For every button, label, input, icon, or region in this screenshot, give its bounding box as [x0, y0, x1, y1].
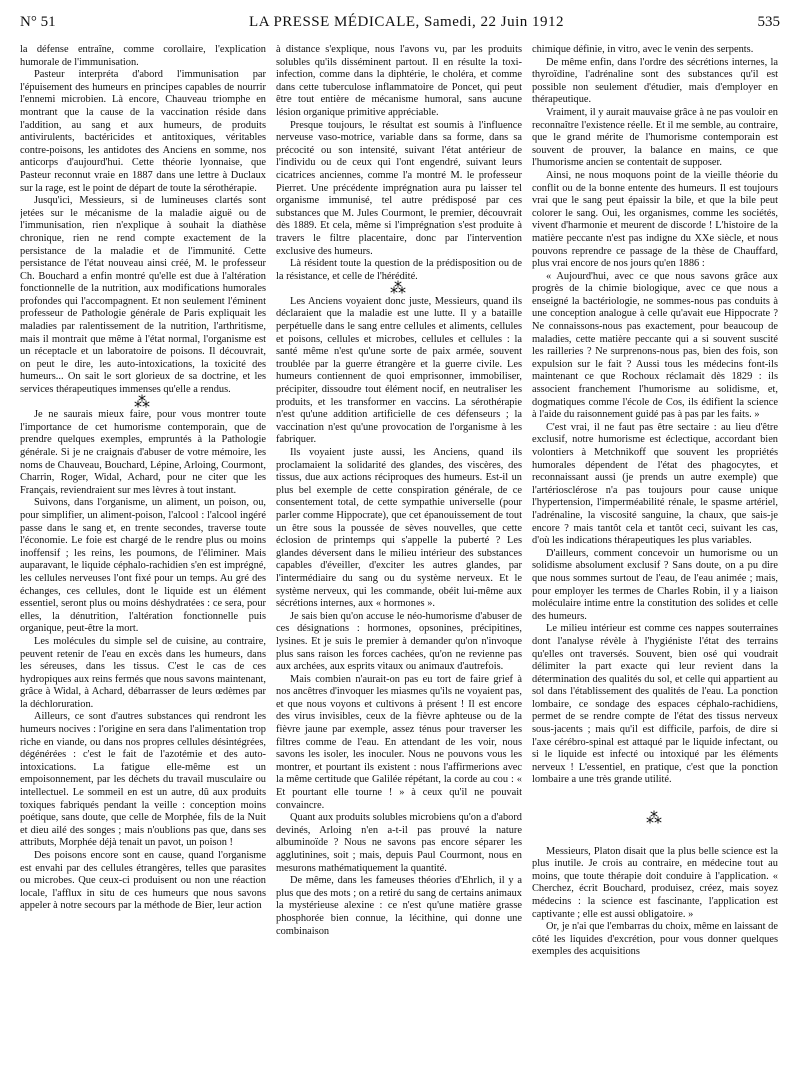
section-separator: ⁂ [134, 393, 152, 411]
section-separator: ⁂ [646, 810, 664, 828]
paragraph: Presque toujours, le résultat est soumis à l'influence nerveuse vaso-motrice, variable dans sa forme, dans sa précocité ou son intensité, suivant l'état antérieur de l'individu ou de ceux qui l'ont engendré, suivant leurs cicatrices anciennes, comme l'a montré M. le professeur Pierret. Une précédente imprégnation aura pu laisser tel organisme immunisé, tel autre prédisposé par ces substances que M. Jules Courmont, le premier, découvrait dès 1889. Et cela, même si l'imprégnation s'est produite à travers le filtre placentaire, donc par l'intervention exclusive des humeurs. [276, 119, 522, 257]
paragraph: Pasteur interpréta d'abord l'immunisation par l'épuisement des humeurs en principes capables de nourrir l'ennemi microbien. Là encore, Chauveau triomphe en montrant que la cause de la vaccination réside dans l'addition, au sang et aux humeurs, de produits antivirulents, bactéricides et antitoxiques, véritables contre-poisons, les antidotes des Anciens en somme, nos anticorps d'aujourd'hui. Cette théorie lyonnaise, que Pasteur reconnut vraie en 1887 dans une lettre à Duclaux sur la rage, est le point de départ de toute la sérothérapie. [20, 69, 266, 194]
paragraph: Des poisons encore sont en cause, quand l'organisme est envahi par des cellules étrangères, telles que parasites ou microbes. Que ceux-ci produisent ou non une réaction locale, l'afflux in situ de ces humeurs que nous savons appeler à notre secours par la méthode de Bier, leur action [20, 850, 266, 912]
paragraph: Les molécules du simple sel de cuisine, au contraire, peuvent retenir de l'eau en excès dans les humeurs, dans les séreuses, dans les tissus. C'est le cas de ces hydropiques aux reins fermés que nous savons maintenant, grâce à Widal, à Achard, débarrasser de leurs œdèmes par la déchloruration. [20, 635, 266, 710]
paragraph: « Aujourd'hui, avec ce que nous savons grâce aux progrès de la chimie biologique, avec ce que nous a enseigné la bactériologie, ne sommes-nous pas conduits à une conception analogue à celle qu'avait eue Hippocrate ? Ne connaissons-nous pas exactement, pour beaucoup de maladies, cette matière peccante qui a si souvent suscité les railleries ? Ne surprenons-nous pas, bien des fois, son expulsion sur le fait ? Aussi tous les médecins font-ils maintenant ce que Rochoux réclamait dès 1829 : ils associent franchement l'humorisme au solidisme, et, dogmatiques comme l'école de Cos, ils édifient la science à l'aide du raisonnement guidé pas à pas par les faits. » [532, 270, 778, 421]
paragraph: C'est vrai, il ne faut pas être sectaire : au lieu d'être exclusif, notre humorisme est éclectique, accordant bien volontiers à Metchnikoff que souvent les propriétés humorales dépendent de l'état des phagocytes, et reconnaissant aussi (je prends un autre exemple) que l'artériosclérose n'a pas toujours pour cause unique l'hypertension, l'imperméabilité rénale, le spasme artériel, l'adrénaline, la viscosité sanguine, la chaux, que sais-je encore ? mais tantôt cela et tantôt ceci, suivant les cas, d'où les indications thérapeutiques les plus variables. [532, 421, 778, 547]
column-2 [276, 44, 522, 1074]
paragraph: Ils voyaient juste aussi, les Anciens, quand ils proclamaient la solidarité des glandes, des viscères, des tissus, due aux actions réciproques des humeurs. Est-il un plus bel exemple de cette conspiration générale, de ce consentement total, de cette sympathie universelle (pour parler comme Hippocrate), que cet épanouissement de tout un être sous la poussée de sèves nouvelles, que cette éclosion de printemps qui s'appelle la puberté ? Les glandes déversent dans le milieu intérieur des substances capables d'éveiller, d'exciter les autres glandes, par l'intermédiaire du sang ou du système nerveux. Et le système nerveux, qui les commande, obéit lui-même aux sécrétions internes, aux « hormones ». [276, 447, 522, 610]
page-header [20, 14, 780, 38]
paragraph: Vraiment, il y aurait mauvaise grâce à ne pas vouloir en reconnaître l'existence réelle. Et il me semble, au contraire, que le grand mérite de l'humorisme contemporain est souvent de prouver, la balance en mains, ce que l'humorisme ancien se contentait de supposer. [532, 106, 778, 169]
column-1 [20, 44, 266, 1074]
paragraph: Je ne saurais mieux faire, pour vous montrer toute l'importance de cet humorisme contemporain, que de prendre quelques exemples, empruntés à la Pathologie générale. Si je ne craignais d'abuser de votre mémoire, les noms de Chauveau, Bouchard, Lépine, Arloing, Courmont, Charrin, Roger, Widal, Achard, pour ne citer que les Français, reviendraient sur mes lèvres à tout instant. [20, 409, 266, 496]
paragraph: Or, je n'ai que l'embarras du choix, même en laissant de côté les liquides d'excrétion, pour vous donner quelques exemples des acquisitions [532, 921, 778, 958]
paragraph: Messieurs, Platon disait que la plus belle science est la plus inutile. Je crois au contraire, en médecine tout au moins, que toute thérapie doit conduire à l'application. « Cherchez, écrit Bouchard, produisez, créez, mais soyez médecins : la science est fascinante, l'application est captivante ; elle est aussi obligatoire. » [532, 845, 778, 920]
section-separator: ⁂ [390, 280, 408, 298]
page-number: 535 [757, 14, 780, 30]
issue-number: N° 51 [20, 14, 56, 30]
column-3 [532, 44, 778, 1074]
paragraph: Ainsi, ne nous moquons point de la vieille théorie du conflit ou de la bonne entente des humeurs. Il est toujours vrai que le sang peut épaissir la bile, et que la bile peut colorer le sang. Oui, les organismes, comme les sociétés, vivent d'harmonie et meurent de discorde ! L'histoire de la matière peccante n'est pas indigne du XXe siècle, et nous pouvons reprendre ce passage de la thèse de Chauffard, plus vrai encore de nos jours qu'en 1886 : [532, 169, 778, 270]
paragraph: Mais combien n'aurait-on pas eu tort de faire grief à nos ancêtres d'invoquer les miasmes qu'ils ne voyaient pas, et que nous voyons et cultivons à présent ! Il est encore des virus invisibles, ceux de la fièvre aphteuse ou de la fièvre jaune par exemple, assez ténus pour traverser les filtres comme de l'eau. En attendant de les voir, nous savons les isoler, les inoculer. Nous ne pouvons vous les montrer, et pourtant ils existent : nous l'affirmerions avec la même certitude que Galilée répétant, la corde au cou : « Et pourtant elle tourne ! » à ceux qu'il ne pouvait convaincre. [276, 673, 522, 811]
article-body [20, 44, 780, 1074]
paragraph: à distance s'explique, nous l'avons vu, par les produits solubles qu'ils disséminent partout. Il en résulte la toxi-infection, comme dans la diphtérie, le choléra, et comme dans cette tuberculose inflammatoire de Poncet, qui peut être tout entière de mécanisme humoral, sans aucune lésion organique primitive appréciable. [276, 44, 522, 118]
paragraph: D'ailleurs, comment concevoir un humorisme ou un solidisme absolument exclusif ? Sans doute, on a pu dire que nous sommes surtout de l'eau, de l'eau animée ; mais, pour employer les termes de Charles Robin, il y a liaison moléculaire intime entre la constitution des solides et celle des humeurs. [532, 547, 778, 622]
paragraph: Jusqu'ici, Messieurs, si de lumineuses clartés sont jetées sur le mécanisme de la maladie aiguë ou de l'immunisation, rien n'explique à souhait la diathèse chronique, rien ne rend compte exactement de la persistance de la maladie et de l'immunité. Cette persistance de l'état nouveau ainsi créé, M. le professeur Ch. Bouchard a enfin montré qu'elle est due à l'altération fonctionnelle de la nutrition, aux modifications humorales profondes qui l'accompagnent. Et non seulement l'éminent professeur de Pathologie générale de Paris expliquait les maladies par ralentissement de la nutrition, l'arthritisme, mais il montrait que même à l'état normal, l'organisme est un réceptacle et un laboratoire de poisons. Il découvrait, on peut le dire, les auto-intoxications, la toxicité des humeurs... On sait le sort glorieux de sa doctrine, et les services thérapeutiques immenses qu'elle a rendus. [20, 195, 266, 396]
paragraph: Ailleurs, ce sont d'autres substances qui rendront les humeurs nocives : l'origine en sera dans l'alimentation trop riche en viande, ou dans nos propres cellules désintégrées, dégénérées : c'est le fait de l'azotémie et des auto-intoxications. La fatigue elle-même est un empoisonnement, par les déchets du travail musculaire ou intellectuel. Le sommeil en est un autre, dû aux produits toxiques fabriqués pendant la veille : conception moins poétique, sans doute, que celle de Morphée, fils de la Nuit et dieu ailé des songes ; mais n'oublions pas que, dans ses attributs, Morphée déjà tenait un pavot, un poison ! [20, 711, 266, 849]
paragraph: Quant aux produits solubles microbiens qu'on a d'abord devinés, Arloing n'en a-t-il pas prouvé la nature albuminoïde ? Nous ne savons pas encore séparer les agglutinines, soit ; mais, depuis Paul Courmont, nous en mesurons mathématiquement la quantité. [276, 812, 522, 874]
paragraph: Le milieu intérieur est comme ces nappes souterraines dont l'analyse révèle à l'hygiéniste l'état des terrains qu'elles ont traversés. Souvent, bien osé qui voudrait délimiter la part exacte qui leur revient dans la détermination des qualités du sol, et celle qui appartient au sol dans l'établissement des qualités de l'eau. La ponction lombaire, ce sondage des espaces céphalo-rachidiens, permet de se rendre compte de l'état des tissus nerveux sous-jacents ; mais qu'il est difficile, parfois, de dire si l'axe cérébro-spinal est attaqué par le liquide infectant, ou si le liquide est infecté ou intoxiqué par les éléments nerveux ! L'essentiel, en pratique, c'est que la ponction lombaire a une très grande utilité. [532, 623, 778, 786]
paragraph: Je sais bien qu'on accuse le néo-humorisme d'abuser de ces désignations : hormones, opsonines, précipitines, lysines. Et je suis le premier à demander qu'on n'invoque plus sans raison les forces cachées, qu'on ne revienne pas aux archées, aux esprits vitaux ou animaux d'autrefois. [276, 610, 522, 673]
paragraph: De même, dans les fameuses théories d'Ehrlich, il y a plus que des mots ; on a retiré du sang de certains animaux la mystérieuse alexine : ce n'est qu'une matière grasse phosphorée bien connue, la lécithine, qui donne une combinaison [276, 875, 522, 937]
paragraph: Là résident toute la question de la prédisposition ou de la résistance, et celle de l'hérédité. [276, 258, 522, 282]
paragraph: Les Anciens voyaient donc juste, Messieurs, quand ils déclaraient que la maladie est une lutte. Il y a bataille perpétuelle dans le sang entre cellules et aliments, cellules et poisons, cellules et microbes, cellules et cellules : la santé même n'est qu'une sorte de paix armée, souvent troublée par la guerre étrangère et la guerre civile. Les humeurs contiennent de quoi emprisonner, immobiliser, précipiter, dissoudre tout élément nocif, en neutraliser les produits, et les transformer en vaccins. La sérothérapie n'est qu'une addition artificielle de ces défenseurs ; la vaccination n'est qu'une provocation de l'organisme à les fabriquer. [276, 295, 522, 446]
paragraph: chimique définie, in vitro, avec le venin des serpents. [532, 44, 754, 55]
paragraph: De même enfin, dans l'ordre des sécrétions internes, la thyroïdine, l'adrénaline sont des substances qu'il est possible non seulement d'étudier, mais d'employer en thérapeutique. [532, 56, 778, 106]
journal-title: LA PRESSE MÉDICALE, Samedi, 22 Juin 1912 [249, 14, 565, 30]
paragraph: la défense entraîne, comme corollaire, l'explication humorale de l'immunisation. [20, 44, 266, 68]
paragraph: Suivons, dans l'organisme, un aliment, un poison, ou, pour simplifier, un aliment-poison, l'alcool : l'alcool ingéré passe dans le sang et, en trente secondes, traverse toute l'économie. Le foie est chargé de le rendre plus ou moins inoffensif ; les reins, les poumons, de l'éliminer. Mais auparavant, le liquide céphalo-rachidien s'en est imprégné, les cellules nerveuses l'ont fixé pour un temps. Au gré des échanges, ces cellules, dont le liquide est un élément essentiel, seront plus ou moins déshydratées : ce sera, pour elles, la dénutrition, l'altération fonctionnelle puis organique, peut-être la mort. [20, 497, 266, 635]
